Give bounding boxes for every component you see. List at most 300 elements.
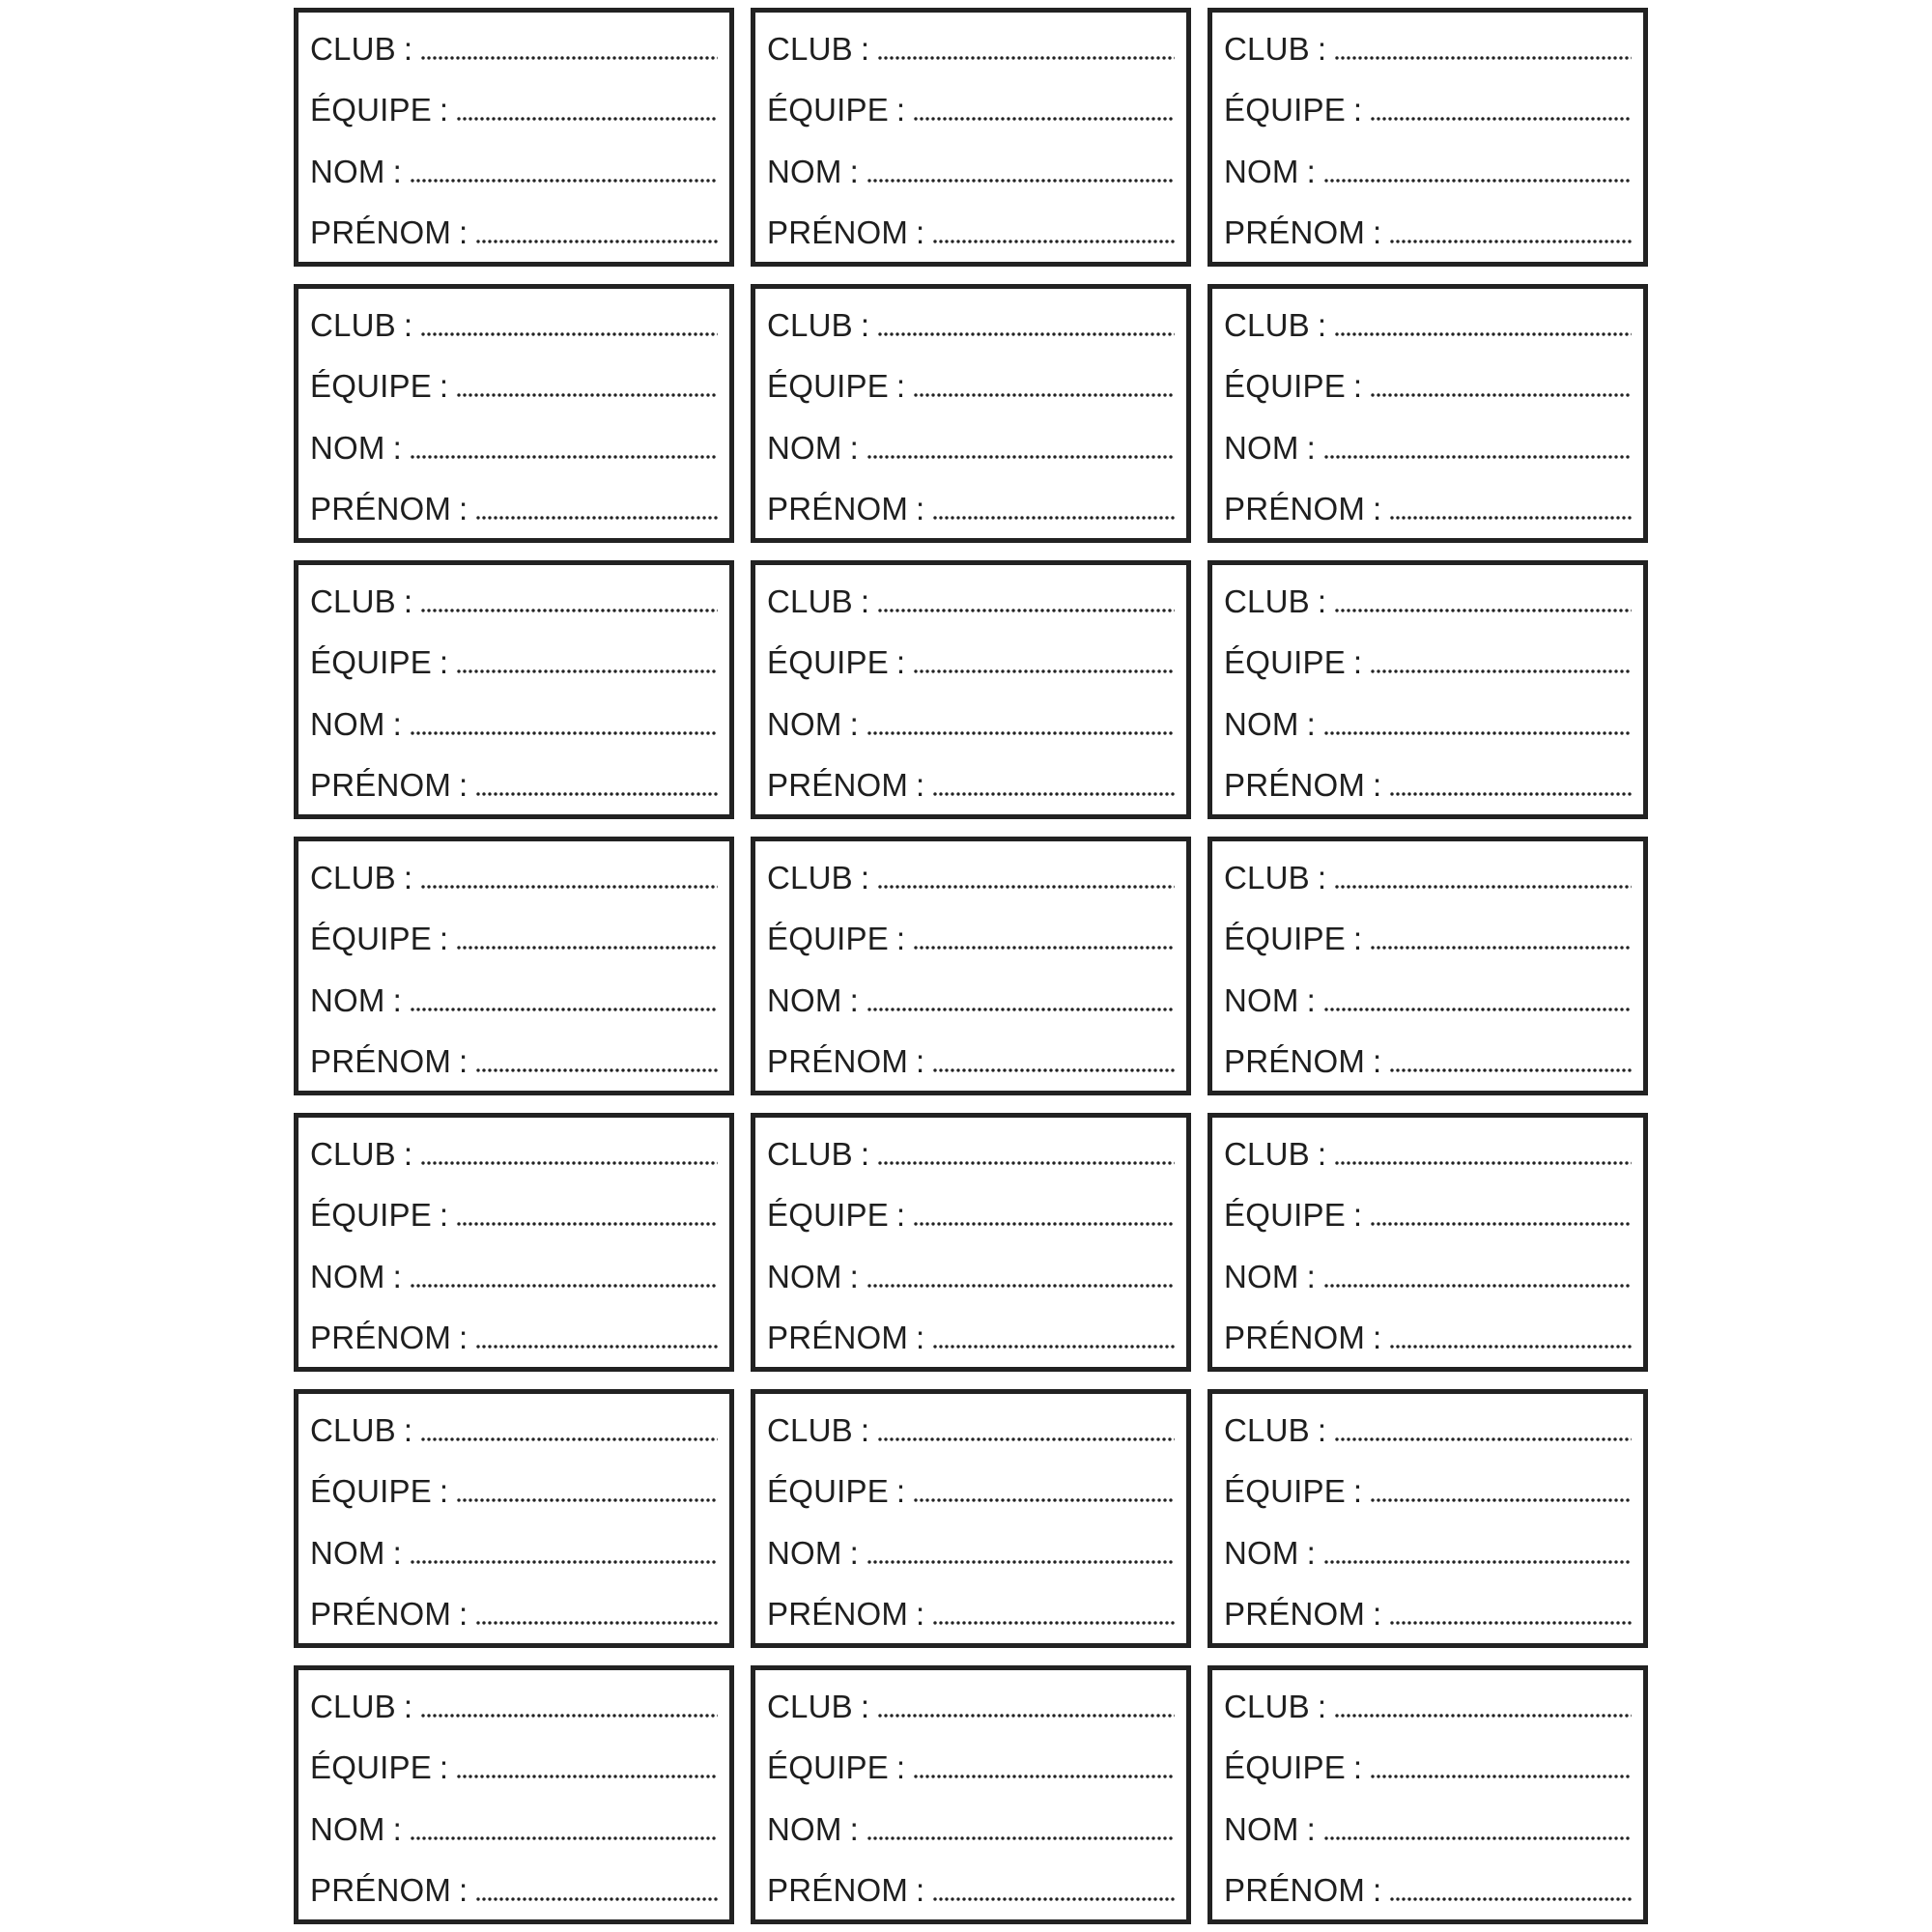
field-label: ÉQUIPE — [1224, 1473, 1346, 1510]
field-label: ÉQUIPE — [1224, 92, 1346, 128]
field-separator: : — [459, 1595, 469, 1632]
name-label-r6-c2 — [751, 1389, 1191, 1648]
dotted-fill-line[interactable] — [410, 1283, 718, 1289]
field-label: PRÉNOM — [1224, 490, 1366, 526]
field-label: PRÉNOM — [1224, 1319, 1366, 1355]
field-label: NOM — [767, 1534, 842, 1571]
dotted-fill-line[interactable] — [475, 1067, 718, 1073]
dotted-fill-line[interactable] — [877, 1160, 1175, 1166]
dotted-fill-line[interactable] — [913, 1774, 1175, 1779]
field-nom[interactable] — [310, 970, 718, 1024]
field-label: PRÉNOM — [767, 1595, 909, 1632]
field-separator: : — [403, 583, 412, 619]
dotted-fill-line[interactable] — [877, 331, 1175, 337]
field-separator: : — [860, 1136, 869, 1172]
field-label: NOM — [310, 1810, 385, 1847]
field-label: NOM — [310, 981, 385, 1018]
field-equipe[interactable] — [1224, 355, 1632, 410]
dotted-fill-line[interactable] — [1323, 1007, 1632, 1012]
field-separator: : — [1352, 921, 1363, 957]
field-label: NOM — [1224, 981, 1299, 1018]
field-separator: : — [459, 1871, 469, 1908]
field-label: PRÉNOM — [767, 490, 909, 526]
field-label: NOM — [767, 705, 842, 742]
field-prenom[interactable] — [310, 1860, 718, 1914]
field-label: PRÉNOM — [1224, 766, 1366, 803]
field-prenom[interactable] — [310, 1583, 718, 1637]
dotted-fill-line[interactable] — [1370, 945, 1632, 951]
field-label: CLUB — [767, 31, 853, 67]
dotted-fill-line[interactable] — [456, 1774, 718, 1779]
dotted-fill-line[interactable] — [1370, 392, 1632, 398]
field-separator: : — [392, 705, 402, 742]
dotted-fill-line[interactable] — [877, 55, 1175, 61]
dotted-fill-line[interactable] — [1323, 178, 1632, 184]
field-equipe[interactable] — [767, 632, 1175, 686]
field-label: CLUB — [1224, 860, 1310, 895]
field-label: PRÉNOM — [1224, 1042, 1366, 1079]
field-equipe[interactable] — [1224, 632, 1632, 686]
dotted-fill-line[interactable] — [867, 178, 1175, 184]
field-label: NOM — [310, 705, 385, 742]
dotted-fill-line[interactable] — [410, 454, 718, 460]
field-label: CLUB — [1224, 1412, 1310, 1448]
name-label-r1-c2 — [751, 8, 1191, 267]
field-label: PRÉNOM — [1224, 213, 1366, 250]
name-label-r5-c2 — [751, 1113, 1191, 1372]
field-separator: : — [392, 1810, 402, 1847]
dotted-fill-line[interactable] — [867, 730, 1175, 736]
name-label-r2-c1 — [294, 284, 734, 543]
name-label-r1-c3 — [1208, 8, 1648, 267]
field-nom[interactable] — [767, 1522, 1175, 1577]
field-prenom[interactable] — [767, 202, 1175, 256]
field-label: ÉQUIPE — [310, 644, 432, 681]
field-separator: : — [1317, 1689, 1326, 1724]
field-separator: : — [392, 1258, 402, 1294]
field-club[interactable] — [767, 571, 1175, 625]
field-separator: : — [860, 307, 869, 343]
dotted-fill-line[interactable] — [913, 116, 1175, 122]
field-nom[interactable] — [1224, 970, 1632, 1024]
dotted-fill-line[interactable] — [1334, 1436, 1632, 1442]
field-equipe[interactable] — [1224, 1461, 1632, 1515]
field-prenom[interactable] — [767, 1307, 1175, 1361]
field-club[interactable] — [767, 18, 1175, 72]
field-label: ÉQUIPE — [1224, 921, 1346, 957]
field-club[interactable] — [310, 1676, 718, 1730]
dotted-fill-line[interactable] — [1323, 1559, 1632, 1565]
field-label: ÉQUIPE — [1224, 1749, 1346, 1786]
field-separator: : — [1306, 153, 1316, 189]
field-separator: : — [1352, 92, 1363, 128]
dotted-fill-line[interactable] — [475, 1896, 718, 1902]
field-equipe[interactable] — [767, 1737, 1175, 1791]
field-label: ÉQUIPE — [310, 1197, 432, 1234]
dotted-fill-line[interactable] — [1389, 1067, 1632, 1073]
name-label-r7-c1 — [294, 1665, 734, 1924]
field-prenom[interactable] — [767, 754, 1175, 809]
dotted-fill-line[interactable] — [456, 668, 718, 674]
field-nom[interactable] — [767, 141, 1175, 195]
dotted-fill-line[interactable] — [420, 884, 718, 890]
field-label: ÉQUIPE — [310, 368, 432, 405]
field-prenom[interactable] — [1224, 478, 1632, 532]
dotted-fill-line[interactable] — [913, 1221, 1175, 1227]
field-label: PRÉNOM — [1224, 1595, 1366, 1632]
field-nom[interactable] — [767, 694, 1175, 748]
field-label: NOM — [1224, 1810, 1299, 1847]
dotted-fill-line[interactable] — [410, 1007, 718, 1012]
dotted-fill-line[interactable] — [410, 1559, 718, 1565]
field-equipe[interactable] — [310, 79, 718, 133]
dotted-fill-line[interactable] — [867, 1007, 1175, 1012]
dotted-fill-line[interactable] — [456, 1221, 718, 1227]
field-separator: : — [403, 860, 412, 895]
field-equipe[interactable] — [310, 632, 718, 686]
dotted-fill-line[interactable] — [1389, 791, 1632, 797]
field-label: PRÉNOM — [767, 1871, 909, 1908]
field-equipe[interactable] — [1224, 1737, 1632, 1791]
field-separator: : — [1317, 860, 1326, 895]
field-club[interactable] — [767, 847, 1175, 901]
field-separator: : — [849, 429, 859, 466]
field-prenom[interactable] — [1224, 1860, 1632, 1914]
field-separator: : — [439, 921, 449, 957]
field-club[interactable] — [767, 1676, 1175, 1730]
name-label-r4-c3 — [1208, 837, 1648, 1095]
field-equipe[interactable] — [1224, 79, 1632, 133]
field-label: ÉQUIPE — [310, 1473, 432, 1510]
field-label: NOM — [767, 1810, 842, 1847]
dotted-fill-line[interactable] — [420, 1436, 718, 1442]
field-club[interactable] — [310, 847, 718, 901]
field-label: ÉQUIPE — [767, 1473, 889, 1510]
field-separator: : — [1373, 1871, 1382, 1908]
field-nom[interactable] — [310, 417, 718, 471]
name-label-r7-c3 — [1208, 1665, 1648, 1924]
name-label-r5-c1 — [294, 1113, 734, 1372]
field-label: CLUB — [767, 1136, 853, 1172]
field-separator: : — [1317, 307, 1326, 343]
field-label: NOM — [767, 1258, 842, 1294]
field-label: CLUB — [310, 31, 396, 67]
field-label: ÉQUIPE — [310, 1749, 432, 1786]
field-club[interactable] — [767, 295, 1175, 349]
field-separator: : — [916, 490, 925, 526]
field-prenom[interactable] — [1224, 754, 1632, 809]
field-nom[interactable] — [1224, 1522, 1632, 1577]
field-separator: : — [1317, 1412, 1326, 1448]
dotted-fill-line[interactable] — [456, 945, 718, 951]
dotted-fill-line[interactable] — [410, 1835, 718, 1841]
dotted-fill-line[interactable] — [1389, 239, 1632, 244]
field-separator: : — [1373, 213, 1382, 250]
dotted-fill-line[interactable] — [1370, 1497, 1632, 1503]
dotted-fill-line[interactable] — [1334, 1160, 1632, 1166]
field-nom[interactable] — [767, 1799, 1175, 1853]
field-club[interactable] — [310, 571, 718, 625]
field-label: NOM — [310, 153, 385, 189]
dotted-fill-line[interactable] — [1334, 331, 1632, 337]
dotted-fill-line[interactable] — [1323, 454, 1632, 460]
field-nom[interactable] — [767, 970, 1175, 1024]
field-nom[interactable] — [1224, 694, 1632, 748]
field-separator: : — [1317, 583, 1326, 619]
dotted-fill-line[interactable] — [1370, 668, 1632, 674]
field-equipe[interactable] — [310, 1461, 718, 1515]
field-separator: : — [895, 1197, 906, 1234]
dotted-fill-line[interactable] — [1389, 515, 1632, 521]
field-label: NOM — [310, 1534, 385, 1571]
field-club[interactable] — [1224, 1676, 1632, 1730]
field-separator: : — [1352, 1197, 1363, 1234]
field-separator: : — [403, 1689, 412, 1724]
dotted-fill-line[interactable] — [867, 1835, 1175, 1841]
field-label: CLUB — [767, 1412, 853, 1448]
field-label: CLUB — [310, 860, 396, 895]
field-separator: : — [439, 92, 449, 128]
dotted-fill-line[interactable] — [475, 791, 718, 797]
field-club[interactable] — [1224, 847, 1632, 901]
field-separator: : — [1306, 705, 1316, 742]
field-label: CLUB — [310, 307, 396, 343]
dotted-fill-line[interactable] — [913, 668, 1175, 674]
field-nom[interactable] — [1224, 417, 1632, 471]
field-club[interactable] — [310, 1123, 718, 1178]
field-club[interactable] — [767, 1123, 1175, 1178]
field-prenom[interactable] — [767, 1031, 1175, 1085]
name-label-r5-c3 — [1208, 1113, 1648, 1372]
field-equipe[interactable] — [310, 908, 718, 962]
dotted-fill-line[interactable] — [877, 1713, 1175, 1719]
field-separator: : — [1373, 1042, 1382, 1079]
name-label-r4-c2 — [751, 837, 1191, 1095]
dotted-fill-line[interactable] — [1334, 55, 1632, 61]
field-label: PRÉNOM — [310, 766, 452, 803]
dotted-fill-line[interactable] — [913, 392, 1175, 398]
field-separator: : — [849, 1258, 859, 1294]
field-label: CLUB — [310, 1136, 396, 1172]
field-label: NOM — [1224, 1534, 1299, 1571]
field-separator: : — [439, 644, 449, 681]
field-prenom[interactable] — [1224, 1031, 1632, 1085]
field-nom[interactable] — [1224, 1799, 1632, 1853]
field-nom[interactable] — [310, 694, 718, 748]
dotted-fill-line[interactable] — [1370, 116, 1632, 122]
field-nom[interactable] — [310, 141, 718, 195]
field-separator: : — [860, 1689, 869, 1724]
field-label: NOM — [1224, 153, 1299, 189]
field-separator: : — [392, 1534, 402, 1571]
dotted-fill-line[interactable] — [913, 945, 1175, 951]
field-label: PRÉNOM — [310, 1871, 452, 1908]
field-separator: : — [459, 766, 469, 803]
field-club[interactable] — [1224, 1123, 1632, 1178]
field-separator: : — [1352, 1473, 1363, 1510]
dotted-fill-line[interactable] — [1389, 1620, 1632, 1626]
field-label: NOM — [1224, 1258, 1299, 1294]
field-club[interactable] — [310, 295, 718, 349]
dotted-fill-line[interactable] — [456, 116, 718, 122]
name-label-r4-c1 — [294, 837, 734, 1095]
field-nom[interactable] — [310, 1246, 718, 1300]
field-separator: : — [1317, 31, 1326, 67]
dotted-fill-line[interactable] — [420, 608, 718, 613]
field-separator: : — [895, 1473, 906, 1510]
dotted-fill-line[interactable] — [1334, 608, 1632, 613]
dotted-fill-line[interactable] — [420, 331, 718, 337]
field-separator: : — [1352, 644, 1363, 681]
dotted-fill-line[interactable] — [1389, 1344, 1632, 1350]
field-nom[interactable] — [1224, 141, 1632, 195]
field-label: PRÉNOM — [767, 213, 909, 250]
dotted-fill-line[interactable] — [456, 1497, 718, 1503]
field-separator: : — [1373, 490, 1382, 526]
field-prenom[interactable] — [310, 478, 718, 532]
field-prenom[interactable] — [310, 1031, 718, 1085]
field-prenom[interactable] — [310, 1307, 718, 1361]
field-label: ÉQUIPE — [767, 92, 889, 128]
field-separator: : — [439, 368, 449, 405]
field-club[interactable] — [1224, 295, 1632, 349]
dotted-fill-line[interactable] — [1334, 1713, 1632, 1719]
field-label: ÉQUIPE — [767, 1749, 889, 1786]
field-label: ÉQUIPE — [767, 368, 889, 405]
field-club[interactable] — [310, 18, 718, 72]
dotted-fill-line[interactable] — [932, 791, 1175, 797]
dotted-fill-line[interactable] — [877, 608, 1175, 613]
dotted-fill-line[interactable] — [877, 884, 1175, 890]
field-separator: : — [849, 1810, 859, 1847]
dotted-fill-line[interactable] — [913, 1497, 1175, 1503]
field-nom[interactable] — [310, 1522, 718, 1577]
field-label: CLUB — [310, 1412, 396, 1448]
field-label: CLUB — [1224, 583, 1310, 619]
field-equipe[interactable] — [1224, 908, 1632, 962]
dotted-fill-line[interactable] — [1323, 1835, 1632, 1841]
field-separator: : — [1352, 368, 1363, 405]
field-separator: : — [849, 981, 859, 1018]
dotted-fill-line[interactable] — [932, 1344, 1175, 1350]
field-separator: : — [1306, 1534, 1316, 1571]
field-nom[interactable] — [310, 1799, 718, 1853]
field-prenom[interactable] — [1224, 1307, 1632, 1361]
dotted-fill-line[interactable] — [867, 454, 1175, 460]
field-equipe[interactable] — [767, 79, 1175, 133]
field-club[interactable] — [310, 1400, 718, 1454]
dotted-fill-line[interactable] — [1370, 1774, 1632, 1779]
field-separator: : — [439, 1749, 449, 1786]
field-equipe[interactable] — [767, 1461, 1175, 1515]
field-club[interactable] — [1224, 571, 1632, 625]
field-label: PRÉNOM — [767, 1042, 909, 1079]
field-label: CLUB — [310, 1689, 396, 1724]
dotted-fill-line[interactable] — [1323, 730, 1632, 736]
field-equipe[interactable] — [1224, 1184, 1632, 1238]
dotted-fill-line[interactable] — [475, 239, 718, 244]
field-label: CLUB — [1224, 31, 1310, 67]
field-club[interactable] — [1224, 1400, 1632, 1454]
field-label: NOM — [1224, 429, 1299, 466]
field-label: PRÉNOM — [767, 766, 909, 803]
dotted-fill-line[interactable] — [410, 730, 718, 736]
dotted-fill-line[interactable] — [1323, 1283, 1632, 1289]
dotted-fill-line[interactable] — [877, 1436, 1175, 1442]
field-label: NOM — [1224, 705, 1299, 742]
field-nom[interactable] — [1224, 1246, 1632, 1300]
dotted-fill-line[interactable] — [1370, 1221, 1632, 1227]
field-separator: : — [392, 153, 402, 189]
field-prenom[interactable] — [1224, 1583, 1632, 1637]
field-prenom[interactable] — [310, 754, 718, 809]
field-equipe[interactable] — [767, 908, 1175, 962]
field-prenom[interactable] — [310, 202, 718, 256]
field-label: CLUB — [1224, 307, 1310, 343]
dotted-fill-line[interactable] — [932, 239, 1175, 244]
field-separator: : — [459, 1042, 469, 1079]
field-separator: : — [895, 92, 906, 128]
name-label-r1-c1 — [294, 8, 734, 267]
dotted-fill-line[interactable] — [932, 515, 1175, 521]
field-club[interactable] — [1224, 18, 1632, 72]
field-separator: : — [1352, 1749, 1363, 1786]
field-separator: : — [403, 31, 412, 67]
field-separator: : — [439, 1473, 449, 1510]
field-equipe[interactable] — [310, 1737, 718, 1791]
dotted-fill-line[interactable] — [410, 178, 718, 184]
field-equipe[interactable] — [310, 1184, 718, 1238]
dotted-fill-line[interactable] — [932, 1620, 1175, 1626]
dotted-fill-line[interactable] — [932, 1067, 1175, 1073]
field-nom[interactable] — [767, 1246, 1175, 1300]
dotted-fill-line[interactable] — [475, 1344, 718, 1350]
field-equipe[interactable] — [767, 1184, 1175, 1238]
dotted-fill-line[interactable] — [456, 392, 718, 398]
field-separator: : — [1317, 1136, 1326, 1172]
field-separator: : — [1306, 981, 1316, 1018]
name-label-r3-c3 — [1208, 560, 1648, 819]
field-label: CLUB — [1224, 1136, 1310, 1172]
field-prenom[interactable] — [1224, 202, 1632, 256]
name-label-r3-c2 — [751, 560, 1191, 819]
field-label: CLUB — [767, 1689, 853, 1724]
field-prenom[interactable] — [767, 1860, 1175, 1914]
field-label: ÉQUIPE — [1224, 644, 1346, 681]
field-separator: : — [916, 766, 925, 803]
field-separator: : — [1306, 1810, 1316, 1847]
dotted-fill-line[interactable] — [932, 1896, 1175, 1902]
field-label: NOM — [310, 1258, 385, 1294]
dotted-fill-line[interactable] — [1334, 884, 1632, 890]
field-equipe[interactable] — [767, 355, 1175, 410]
dotted-fill-line[interactable] — [475, 515, 718, 521]
field-label: CLUB — [767, 583, 853, 619]
field-equipe[interactable] — [310, 355, 718, 410]
dotted-fill-line[interactable] — [420, 55, 718, 61]
dotted-fill-line[interactable] — [867, 1559, 1175, 1565]
dotted-fill-line[interactable] — [420, 1160, 718, 1166]
field-separator: : — [860, 860, 869, 895]
dotted-fill-line[interactable] — [420, 1713, 718, 1719]
dotted-fill-line[interactable] — [1389, 1896, 1632, 1902]
dotted-fill-line[interactable] — [867, 1283, 1175, 1289]
dotted-fill-line[interactable] — [475, 1620, 718, 1626]
field-prenom[interactable] — [767, 478, 1175, 532]
field-nom[interactable] — [767, 417, 1175, 471]
field-club[interactable] — [767, 1400, 1175, 1454]
field-prenom[interactable] — [767, 1583, 1175, 1637]
